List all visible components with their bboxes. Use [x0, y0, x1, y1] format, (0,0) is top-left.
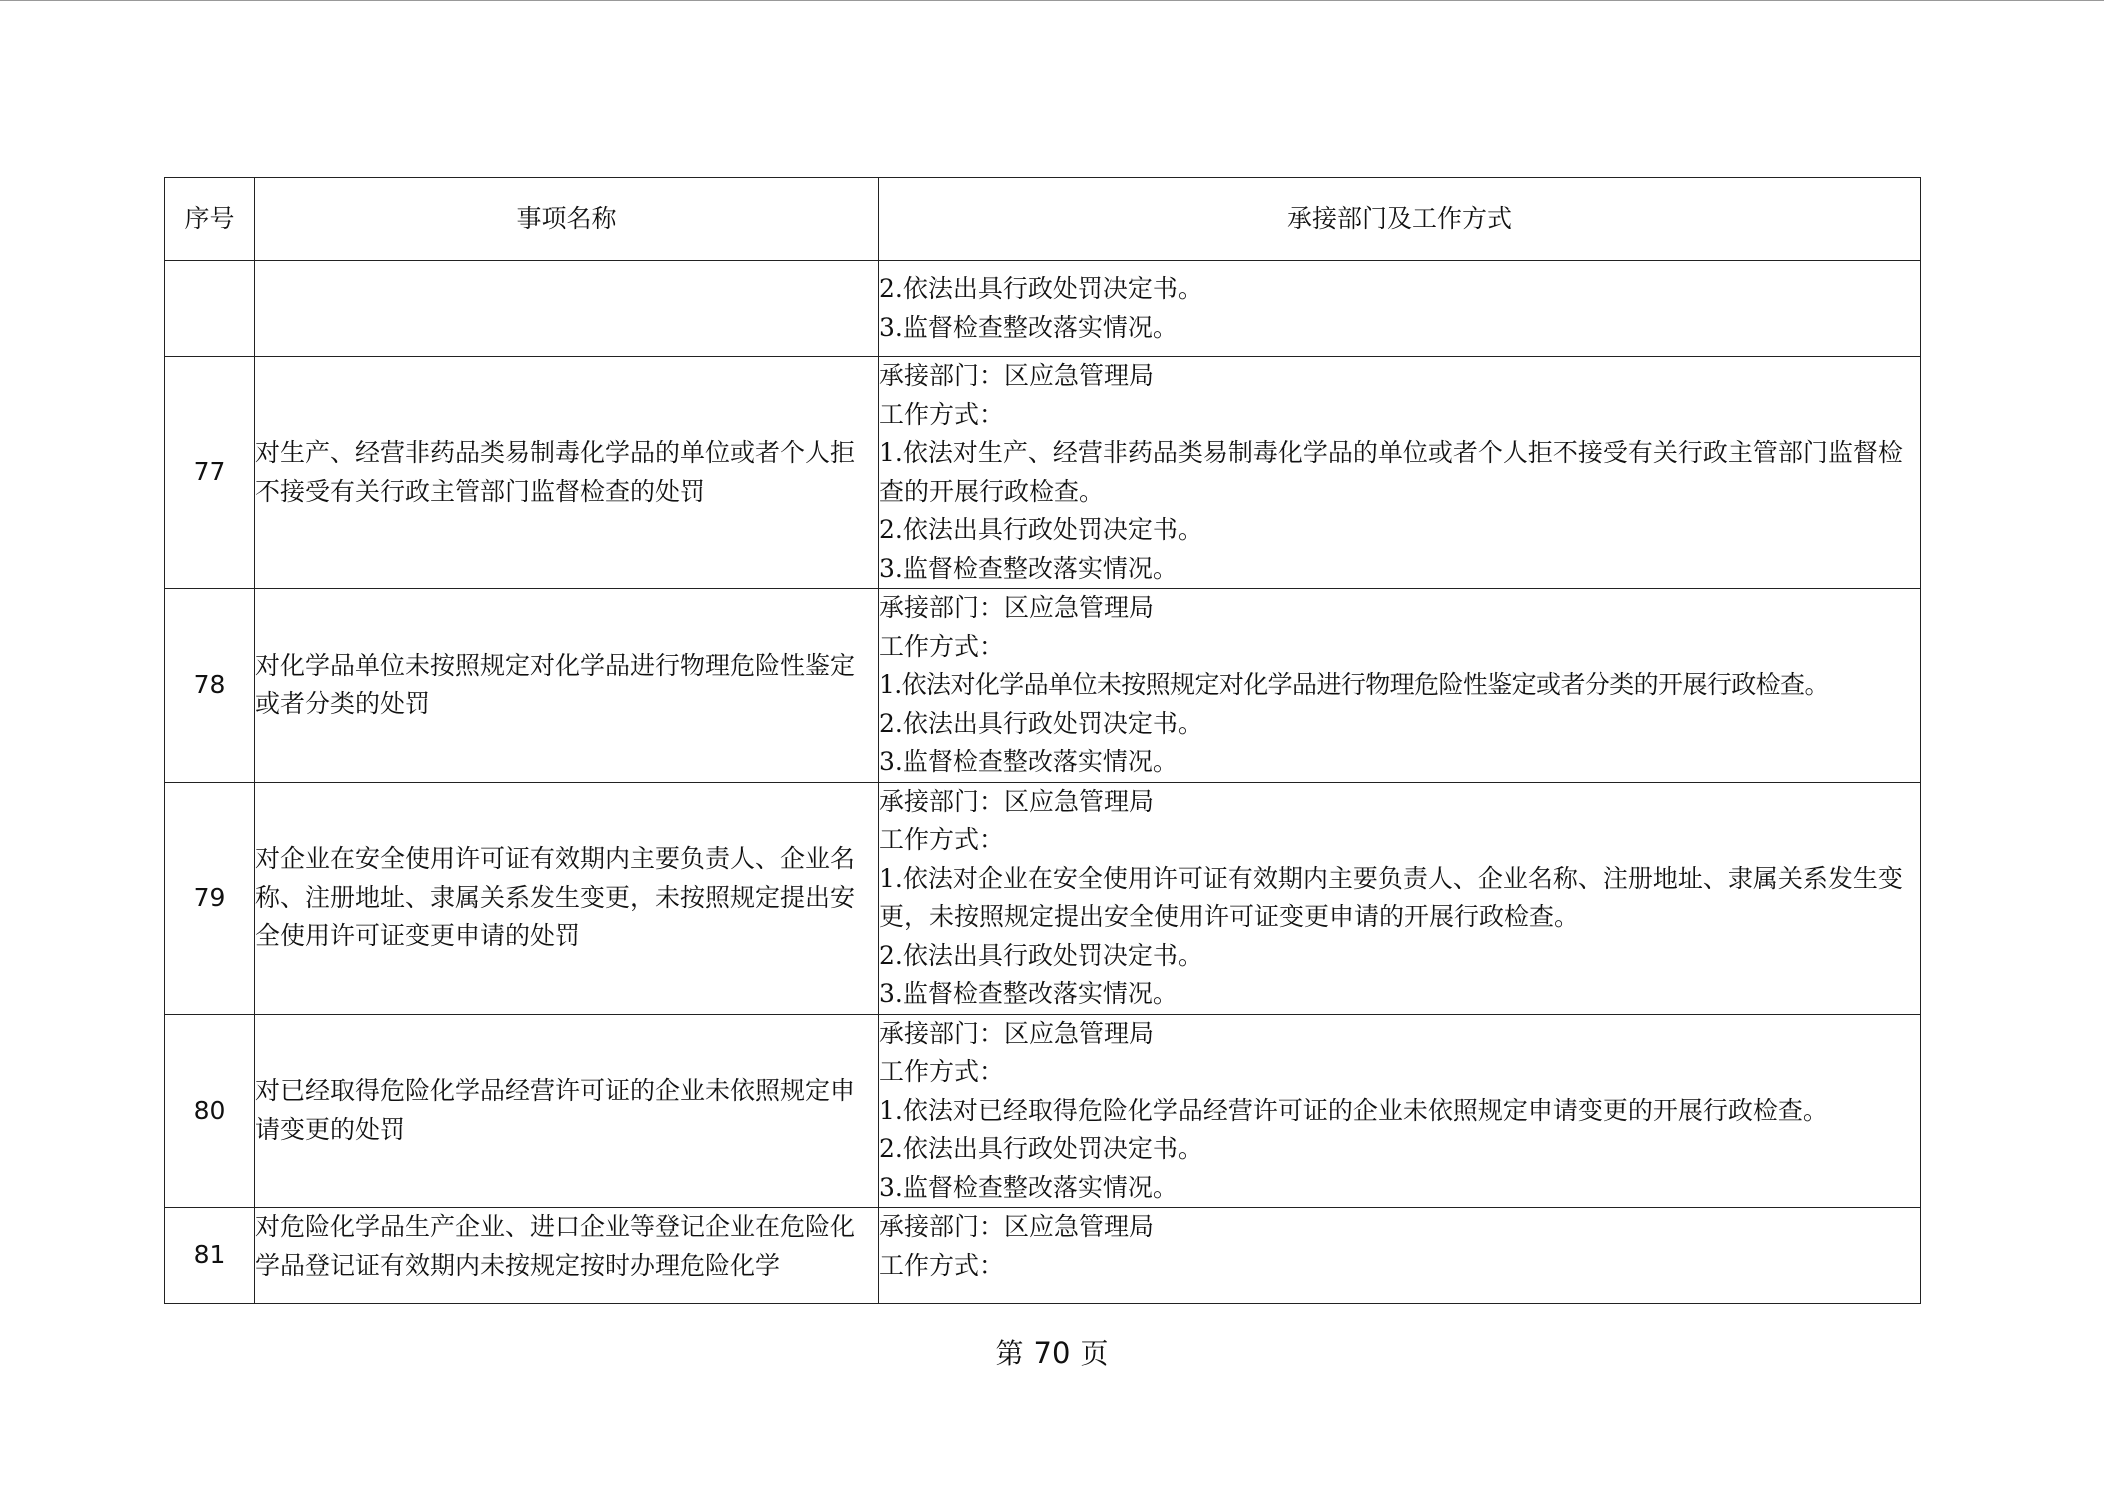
step-text: 1.依法对企业在安全使用许可证有效期内主要负责人、企业名称、注册地址、隶属关系发生变更，未按照规定提出安全使用许可证变更申请的开展行政检查。 [879, 863, 1903, 931]
table-row [165, 1208, 1921, 1304]
table-row [165, 589, 1921, 783]
item-name-cell: 对企业在安全使用许可证有效期内主要负责人、企业名称、注册地址、隶属关系发生变更，未按照规定提出安全使用许可证变更申请的处罚 [255, 782, 879, 1014]
page-suffix: 页 [1080, 1337, 1109, 1370]
matters-table [164, 177, 1921, 1304]
item-name-cell: 对化学品单位未按照规定对化学品进行物理危险性鉴定或者分类的处罚 [255, 589, 879, 783]
method-label: 工作方式： [879, 1057, 1005, 1086]
work-cell [879, 782, 1921, 1014]
table-row [165, 782, 1921, 1014]
header-department-method: 承接部门及工作方式 [879, 178, 1921, 261]
step-text: 2.依法出具行政处罚决定书。 [879, 940, 1203, 970]
step-text: 1.依法对已经取得危险化学品经营许可证的企业未依照规定申请变更的开展行政检查。 [879, 1095, 1828, 1125]
table-row [165, 1014, 1921, 1208]
step-text: 2.依法出具行政处罚决定书。 [879, 515, 1203, 544]
serial-cell: 80 [165, 1014, 255, 1208]
item-name-cell: 对生产、经营非药品类易制毒化学品的单位或者个人拒不接受有关行政主管部门监督检查的处罚 [255, 357, 879, 589]
page-number: 70 [1033, 1336, 1071, 1370]
step-text: 3.监督检查整改落实情况。 [879, 312, 1178, 342]
item-name-cell [255, 261, 879, 357]
work-cell [879, 1014, 1921, 1208]
work-cell [879, 261, 1921, 357]
serial-cell: 78 [165, 589, 255, 783]
step-text: 3.监督检查整改落实情况。 [879, 553, 1178, 583]
page-prefix: 第 [995, 1337, 1024, 1370]
work-cell [879, 357, 1921, 589]
method-label: 工作方式： [879, 1250, 1005, 1280]
department-text: 承接部门：区应急管理局 [879, 786, 1155, 816]
page-top-rule [0, 0, 2104, 1]
step-text: 2.依法出具行政处罚决定书。 [879, 274, 1203, 303]
table-row-continued [165, 261, 1921, 357]
header-item-name: 事项名称 [255, 178, 879, 261]
step-text: 3.监督检查整改落实情况。 [879, 747, 1178, 776]
serial-cell: 77 [165, 357, 255, 589]
table-row [165, 357, 1921, 589]
step-text: 2.依法出具行政处罚决定书。 [879, 1134, 1203, 1163]
step-text: 1.依法对化学品单位未按照规定对化学品进行物理危险性鉴定或者分类的开展行政检查。 [879, 670, 1829, 699]
department-text: 承接部门：区应急管理局 [879, 1018, 1155, 1048]
department-text: 承接部门：区应急管理局 [879, 361, 1155, 390]
step-text: 3.监督检查整改落实情况。 [879, 979, 1178, 1008]
table-header-row [165, 178, 1921, 261]
item-name-cell: 对危险化学品生产企业、进口企业等登记企业在危险化学品登记证有效期内未按规定按时办理危险化学 [255, 1208, 879, 1304]
serial-cell [165, 261, 255, 357]
serial-cell: 79 [165, 782, 255, 1014]
step-text: 3.监督检查整改落实情况。 [879, 1172, 1178, 1202]
method-label: 工作方式： [879, 399, 1005, 429]
department-text: 承接部门：区应急管理局 [879, 1212, 1155, 1241]
method-label: 工作方式： [879, 631, 1005, 661]
step-text: 1.依法对生产、经营非药品类易制毒化学品的单位或者个人拒不接受有关行政主管部门监督检查的开展行政检查。 [879, 438, 1903, 506]
method-label: 工作方式： [879, 825, 1005, 854]
step-text: 2.依法出具行政处罚决定书。 [879, 708, 1203, 738]
serial-cell: 81 [165, 1208, 255, 1304]
item-name-cell: 对已经取得危险化学品经营许可证的企业未依照规定申请变更的处罚 [255, 1014, 879, 1208]
page-footer [0, 1332, 2104, 1372]
work-cell [879, 589, 1921, 783]
department-text: 承接部门：区应急管理局 [879, 593, 1155, 622]
header-serial: 序号 [165, 178, 255, 261]
work-cell [879, 1208, 1921, 1304]
